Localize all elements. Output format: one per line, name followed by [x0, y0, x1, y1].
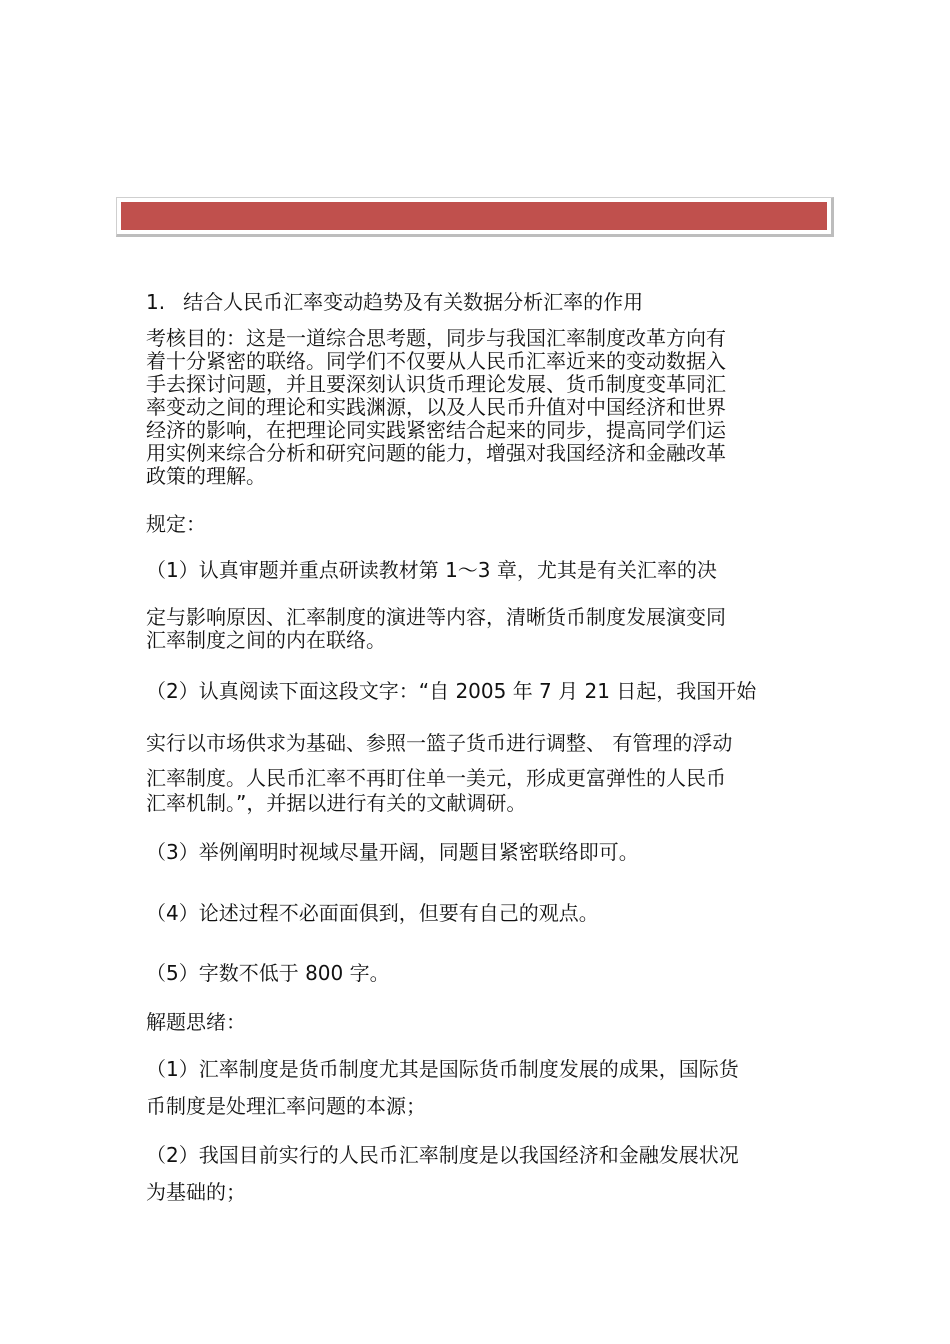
rule-1-line: （1）认真审题并重点研读教材第 1～3 章，尤其是有关汇率的决: [146, 558, 717, 582]
objective-line: 用实例来综合分析和研究问题的能力，增强对我国经济和金融改革: [146, 441, 726, 465]
objective-line: 率变动之间的理论和实践渊源，以及人民币升值对中国经济和世界: [146, 395, 726, 419]
section-banner: [116, 197, 834, 237]
rule-4: （4）论述过程不必面面俱到，但要有自己的观点。: [146, 901, 599, 925]
objective-line: 政策的理解。: [146, 464, 266, 488]
approach-heading: 解题思绪：: [146, 1010, 246, 1034]
rules-heading: 规定：: [146, 512, 206, 536]
question-title: 结合人民币汇率变动趋势及有关数据分析汇率的作用: [183, 290, 644, 314]
objective-line: 经济的影响，在把理论同实践紧密结合起来的同步，提高同学们运: [146, 418, 726, 442]
section-banner-fill: [121, 202, 827, 230]
rule-1-line: 汇率制度之间的内在联络。: [146, 628, 386, 652]
question-number: 1.: [146, 290, 166, 314]
rule-2-line: 汇率机制。”，并据以进行有关的文献调研。: [146, 791, 527, 815]
rule-1-line: 定与影响原因、汇率制度的演进等内容，清晰货币制度发展演变同: [146, 605, 726, 629]
approach-1-line: 币制度是处理汇率问题的本源；: [146, 1094, 426, 1118]
rule-2-line: 汇率制度。人民币汇率不再盯住单一美元，形成更富弹性的人民币: [146, 766, 726, 790]
rule-5: （5）字数不低于 800 字。: [146, 961, 390, 985]
objective-line: 着十分紧密的联络。同学们不仅要从人民币汇率近来的变动数据入: [146, 349, 726, 373]
objective-line: 考核目的：这是一道综合思考题，同步与我国汇率制度改革方向有: [146, 326, 726, 350]
question-heading: [146, 290, 643, 314]
approach-2-line: （2）我国目前实行的人民币汇率制度是以我国经济和金融发展状况: [146, 1143, 739, 1167]
approach-1-line: （1）汇率制度是货币制度尤其是国际货币制度发展的成果，国际货: [146, 1057, 739, 1081]
rule-2-line: 实行以市场供求为基础、参照一篮子货币进行调整、 有管理的浮动: [146, 731, 733, 755]
approach-2-line: 为基础的；: [146, 1180, 246, 1204]
rule-3: （3）举例阐明时视域尽量开阔，同题目紧密联络即可。: [146, 840, 639, 864]
rule-2-line: （2）认真阅读下面这段文字：“自 2005 年 7 月 21 日起，我国开始: [146, 679, 757, 703]
objective-line: 手去探讨问题，并且要深刻认识货币理论发展、货币制度变革同汇: [146, 372, 726, 396]
